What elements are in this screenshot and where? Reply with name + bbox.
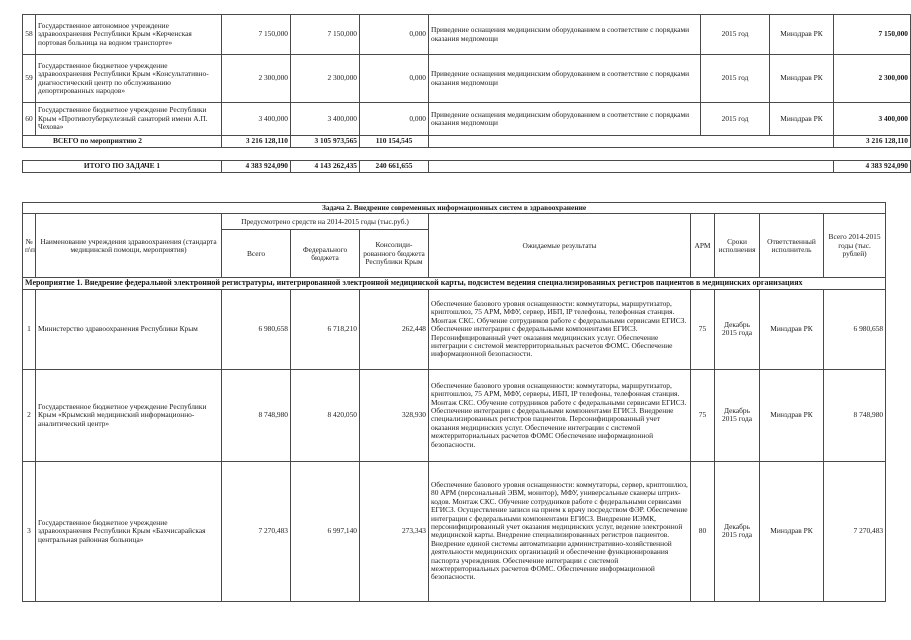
event2-sum-amount: 3 216 128,110	[834, 136, 911, 148]
expected-result: Обеспечение базового уровня оснащенности: коммутаторы, маршрутизатор, криптошлюз, 75 АРМ, МФУ, сервер, ИБП, IP телефоны, телефонная станция. Монтаж СКС. Обучение сотрудников работе с федеральными сервисами ЕГИСЗ. Обеспечение интеграции с федеральными компонентами ЕГИСЗ. Персонифицированный учет оказания медицинских услуг. Обеспечение интеграции с системой межтерриториальных расчетов ФОМС. Обеспечение информационной безопасности.	[429, 289, 691, 369]
executor: Минздрав РК	[760, 369, 824, 461]
institution-name: Государственное бюджетное учреждение здравоохранения Республики Крым «Бахчисарайская центральная районная больница»	[36, 461, 222, 601]
header-row	[23, 214, 886, 230]
table-row	[23, 461, 886, 601]
sum-amount: 7 150,000	[834, 15, 911, 55]
institution-name: Государственное автономное учреждение здравоохранения Республики Крым «Керченская портовая больница на водном транспорте»	[36, 15, 222, 55]
executor: Минздрав РК	[760, 461, 824, 601]
task1-sum-amount: 4 383 924,090	[834, 161, 911, 173]
total-amount: 7 150,000	[222, 15, 291, 55]
term: Декабрь 2015 года	[715, 369, 760, 461]
federal-amount: 7 150,000	[291, 15, 360, 55]
header-name: Наименование учреждения здравоохранения (стандарта медицинской помощи, мероприятия)	[36, 214, 222, 278]
task1-federal-amount: 4 143 262,435	[291, 161, 360, 173]
empty-cell	[429, 136, 834, 148]
table-row	[23, 289, 886, 369]
table-row	[23, 55, 911, 103]
row-number: 59	[23, 55, 36, 103]
row-number: 2	[23, 369, 36, 461]
arm-count: 75	[691, 369, 715, 461]
term: 2015 год	[701, 103, 770, 136]
term: 2015 год	[701, 55, 770, 103]
header-total: Всего	[222, 230, 291, 278]
expected-result: Обеспечение базового уровня оснащенности: коммутаторы, сервер, криптошлюз, 80 АРМ (персональный ЭВМ, монитор), МФУ, универсальные сканеры штрих-кодов. Монтаж СКС. Обучение сотрудников работе с федеральными сервисами ЕГИСЗ. Осуществление записи на прием к врачу посредством ФЭР. Обеспечение интеграции с федеральными компонентами ЕГИСЗ. Внедрение ИЭМК, персонифицированный учет оказания медицинских услуг, ведение электронной медицинской карты. Внедрение специализированных регистров пациентов. Внедрение единой системы автоматизации административно-хозяйственной деятельности медицинских организаций и обеспечение функционирования паспорта учреждения. Обеспечение интеграции с системой межтерриториальных расчетов ФОМС. Обеспечение информационной безопасности.	[429, 461, 691, 601]
sum-amount: 8 748,980	[824, 369, 886, 461]
row-number: 3	[23, 461, 36, 601]
expected-result: Приведение оснащения медицинским оборудованием в соответствие с порядками оказания медпомощи	[429, 55, 701, 103]
total-amount: 2 300,000	[222, 55, 291, 103]
task1-body	[23, 15, 911, 173]
term: Декабрь 2015 года	[715, 461, 760, 601]
federal-amount: 6 997,140	[291, 461, 360, 601]
consolidated-amount: 0,000	[360, 103, 429, 136]
executor: Минздрав РК	[760, 289, 824, 369]
consolidated-amount: 273,343	[360, 461, 429, 601]
header-arm: АРМ	[691, 214, 715, 278]
total-amount: 7 270,483	[222, 461, 291, 601]
executor: Минздрав РК	[770, 103, 834, 136]
event2-consolidated-amount: 110 154,545	[360, 136, 429, 148]
federal-amount: 2 300,000	[291, 55, 360, 103]
task2-title-row	[23, 203, 886, 214]
event2-federal-amount: 3 105 973,565	[291, 136, 360, 148]
federal-amount: 8 420,050	[291, 369, 360, 461]
spacer-row	[23, 148, 911, 161]
task1-total-label: ИТОГО ПО ЗАДАЧЕ 1	[23, 161, 222, 173]
federal-amount: 3 400,000	[291, 103, 360, 136]
expected-result: Приведение оснащения медицинским оборудованием в соответствие с порядками оказания медпомощи	[429, 103, 701, 136]
sum-amount: 7 270,483	[824, 461, 886, 601]
header-executor: Ответственный исполнитель	[760, 214, 824, 278]
total-amount: 3 400,000	[222, 103, 291, 136]
row-number: 1	[23, 289, 36, 369]
header-sum: Всего 2014-2015 годы (тыс. рублей)	[824, 214, 886, 278]
header-funds: Предусмотрено средств на 2014-2015 годы (тыс.руб.)	[222, 214, 429, 230]
event2-total-row	[23, 136, 911, 148]
arm-count: 75	[691, 289, 715, 369]
consolidated-amount: 328,930	[360, 369, 429, 461]
expected-result: Приведение оснащения медицинским оборудованием в соответствие с порядками оказания медпомощи	[429, 15, 701, 55]
term: Декабрь 2015 года	[715, 289, 760, 369]
consolidated-amount: 262,448	[360, 289, 429, 369]
row-number: 60	[23, 103, 36, 136]
header-number: № п\п	[23, 214, 36, 278]
task1-total-row	[23, 161, 911, 173]
total-amount: 8 748,980	[222, 369, 291, 461]
institution-name: Государственное бюджетное учреждение Республики Крым «Противотуберкулезный санаторий имени А.П. Чехова»	[36, 103, 222, 136]
sum-amount: 2 300,000	[834, 55, 911, 103]
task1-total-amount: 4 383 924,090	[222, 161, 291, 173]
sum-amount: 3 400,000	[834, 103, 911, 136]
event1-row	[23, 278, 886, 289]
header-term: Сроки исполнения	[715, 214, 760, 278]
arm-count: 80	[691, 461, 715, 601]
table-row	[23, 103, 911, 136]
task2-title: Задача 2. Внедрение современных информационных систем в здравоохранение	[23, 203, 886, 214]
task2-table	[22, 202, 886, 602]
empty-cell	[429, 161, 834, 173]
federal-amount: 6 718,210	[291, 289, 360, 369]
sum-amount: 6 980,658	[824, 289, 886, 369]
event1-title: Мероприятие 1. Внедрение федеральной электронной регистратуры, интегрированной электронной медицинской карты, подсистем ведения специализированных регистров пациентов в медицинских организациях	[23, 278, 886, 289]
institution-name: Государственное бюджетное учреждение Республики Крым «Крымский медицинский информационно-аналитический центр»	[36, 369, 222, 461]
header-results: Ожидаемые результаты	[429, 214, 691, 278]
row-number: 58	[23, 15, 36, 55]
table-row	[23, 369, 886, 461]
executor: Минздрав РК	[770, 15, 834, 55]
task1-table	[22, 14, 911, 173]
consolidated-amount: 0,000	[360, 15, 429, 55]
institution-name: Государственное бюджетное учреждение здравоохранения Республики Крым «Консультативно-диагностический центр по обслуживанию депортированных народов»	[36, 55, 222, 103]
spacer-cell	[23, 148, 911, 161]
header-federal: Федерального бюджета	[291, 230, 360, 278]
total-amount: 6 980,658	[222, 289, 291, 369]
event2-total-amount: 3 216 128,110	[222, 136, 291, 148]
task1-consolidated-amount: 240 661,655	[360, 161, 429, 173]
event2-total-label: ВСЕГО по мероприятию 2	[23, 136, 222, 148]
term: 2015 год	[701, 15, 770, 55]
table-row	[23, 15, 911, 55]
consolidated-amount: 0,000	[360, 55, 429, 103]
institution-name: Министерство здравоохранения Республики Крым	[36, 289, 222, 369]
expected-result: Обеспечение базового уровня оснащенности: коммутаторы, маршрутизатор, криптошлюз, 75 АРМ, МФУ, серверы, ИБП, IP телефоны, телефонная станция. Монтаж СКС. Обучение сотрудников работе с федеральными сервисами ЕГИСЗ. Обеспечение интеграции с федеральными компонентами ЕГИСЗ. Внедрение специализированных регистров пациентов. Персонифицированный учет оказания медицинских услуг. Обеспечение интеграции с системой межтерриториальных расчетов ФОМС Обеспечение информационной безопасности.	[429, 369, 691, 461]
executor: Минздрав РК	[770, 55, 834, 103]
header-consolidated: Консолиди- рованного бюджета Республики Крым	[360, 230, 429, 278]
